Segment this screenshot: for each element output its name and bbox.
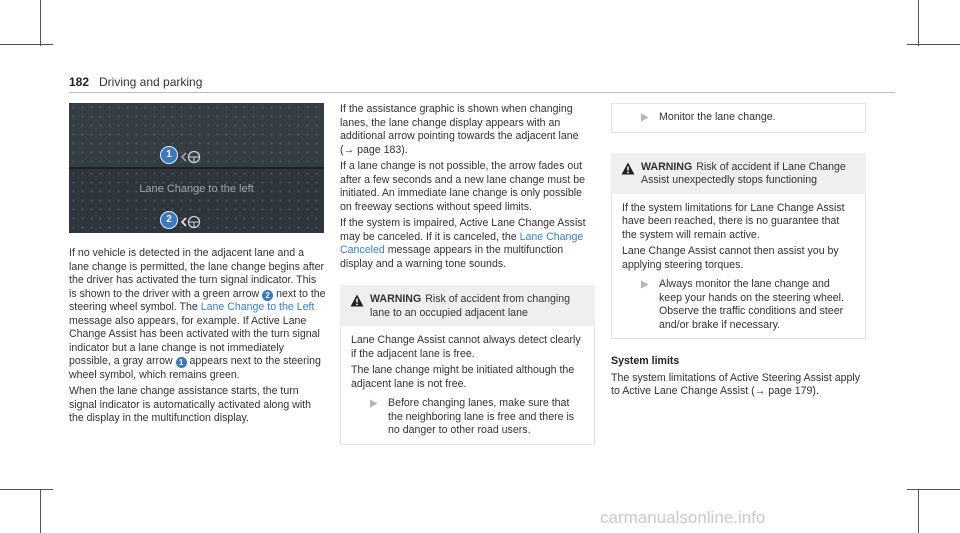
warning-body — [340, 326, 595, 445]
crop-mark — [907, 44, 960, 45]
header-divider — [69, 92, 895, 93]
column-3 — [611, 103, 866, 402]
inline-callout-2: 2 — [262, 290, 273, 301]
inline-callout-1: 1 — [176, 357, 187, 368]
warning-header — [611, 153, 866, 194]
steering-wheel-gray-arrow-icon — [180, 150, 202, 164]
instruction-item: Monitor the lane change. — [640, 111, 855, 125]
paragraph: If a lane change is not possible, the arrow fades out after a few seconds and a new lane change must be initiated. An immediate lane change is only possible on freeway sections without speed limits. — [340, 160, 585, 213]
warning-heading: Risk of accident if Lane Change Assist unexpectedly stops functioning — [641, 160, 846, 186]
instruction-item: Always monitor the lane change and keep your hands on the steering wheel. Observe the traffic conditions and steer and/or brake if necessary. — [640, 278, 855, 332]
warning-box — [611, 153, 866, 340]
crop-mark — [0, 44, 53, 45]
warning-heading: Risk of accident from changing lane to an occupied adjacent lane — [370, 293, 571, 319]
crop-mark — [918, 490, 919, 533]
lane-change-message: Lane Change to the left — [139, 183, 254, 195]
warning-title: WARNING — [370, 293, 422, 305]
steering-wheel-green-arrow-icon — [180, 215, 202, 229]
page-header — [69, 73, 895, 93]
paragraph: The system limitations of Active Steering Assist apply to Active Lane Change Assist (→ page 179). — [611, 371, 861, 397]
paragraph: If the system is impaired, Active Lane Change Assist may be canceled. If it is canceled, the Lane Change Canceled message appears in the multifunction display and a warning tone sounds. — [340, 217, 586, 270]
crop-mark — [40, 0, 41, 46]
warning-header — [340, 285, 595, 326]
crop-mark — [40, 490, 41, 533]
crop-mark — [907, 489, 960, 490]
warning-box — [340, 285, 595, 445]
system-limits-heading: System limits — [611, 355, 680, 367]
callout-1: 1 — [160, 146, 178, 164]
warning-triangle-icon — [350, 294, 364, 307]
crop-mark — [918, 0, 919, 46]
paragraph: The lane change might be initiated although the adjacent lane is not free. — [351, 364, 575, 390]
paragraph: Lane Change Assist cannot then assist you by applying steering torques. — [622, 245, 839, 271]
crop-mark — [0, 489, 53, 490]
triangle-bullet-icon — [640, 113, 649, 122]
warning-triangle-icon — [621, 162, 635, 175]
warning-body — [611, 194, 866, 340]
paragraph: If the assistance graphic is shown when changing lanes, the lane change display appears with an additional arrow pointing towards the adjacent lane (→ page 183). — [340, 103, 579, 156]
instruction-item: Before changing lanes, make sure that the neighboring lane is free and there is no danger to other road users. — [369, 397, 584, 438]
callout-2: 2 — [160, 211, 178, 229]
column-1 — [69, 103, 326, 429]
paragraph: When the lane change assistance starts, the turn signal indicator is automatically activated along with the display in the multifunction display. — [69, 385, 312, 424]
paragraph: If no vehicle is detected in the adjacent lane and a lane change is permitted, the lane change begins after the driver has activated the turn signal indicator. This is shown to the driver with a green arrow 2 next to the steering wheel symbol. The Lane Change to the Left message also appears, for example. If Active Lane Change Assist has been activated with the turn signal indicator but a lane change is not immediately possible, a gray arrow 1 appears next to the steering wheel symbol, which remains green. — [69, 247, 326, 381]
message-link-lane-change-canceled[interactable]: Lane Change Canceled — [340, 230, 584, 256]
page-number: 182 — [69, 75, 90, 89]
section-title: Driving and parking — [99, 75, 203, 89]
warning-title: WARNING — [641, 160, 693, 173]
message-link-lane-change-left[interactable]: Lane Change to the Left — [200, 301, 315, 313]
triangle-bullet-icon — [369, 399, 378, 408]
multifunction-display-figure — [69, 103, 324, 233]
paragraph: If the system limitations for Lane Change Assist have been reached, there is no guarantee that the system will remain active. — [622, 201, 845, 241]
instruction-box — [611, 103, 866, 133]
paragraph: Lane Change Assist cannot always detect clearly if the adjacent lane is free. — [351, 334, 581, 360]
watermark: carmanualsonline.info — [600, 508, 766, 527]
column-2 — [340, 103, 595, 445]
triangle-bullet-icon — [640, 280, 649, 289]
